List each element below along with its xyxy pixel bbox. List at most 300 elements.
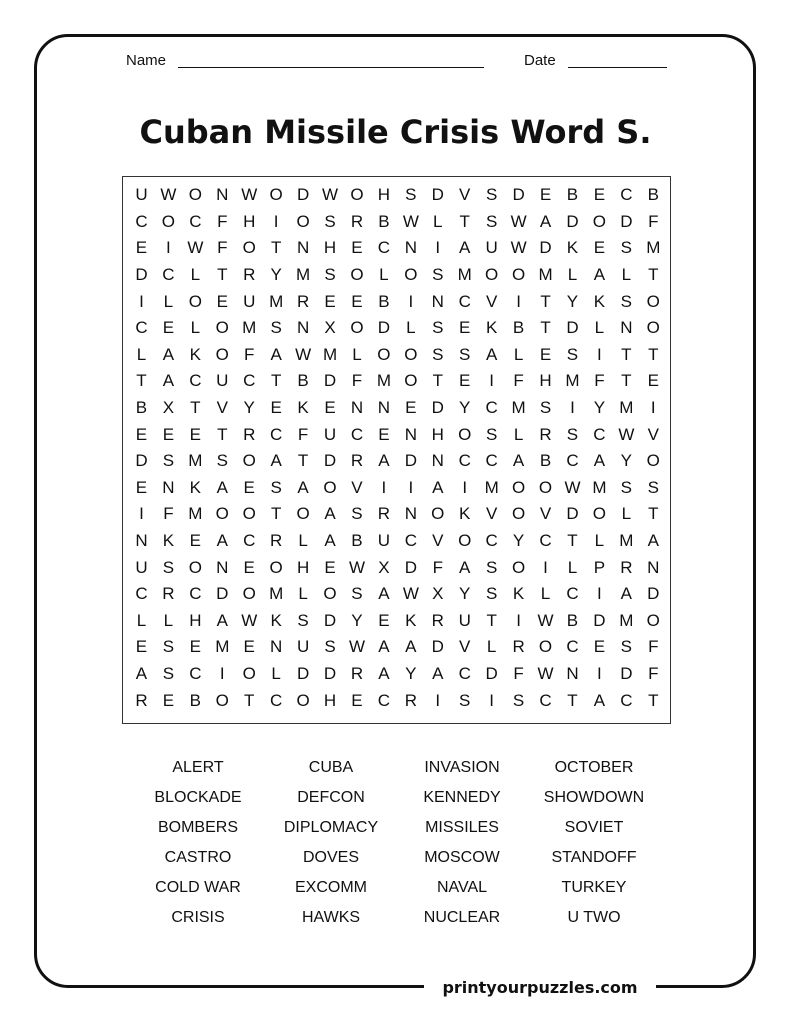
grid-letter[interactable]: O — [485, 265, 499, 285]
grid-letter[interactable]: H — [539, 371, 552, 391]
grid-letter[interactable]: E — [324, 557, 336, 577]
grid-letter[interactable]: W — [322, 185, 339, 205]
grid-letter[interactable]: S — [566, 424, 579, 444]
grid-letter[interactable]: M — [188, 451, 203, 471]
grid-letter[interactable]: I — [570, 398, 575, 418]
grid-letter[interactable]: B — [351, 531, 363, 551]
grid-letter[interactable]: W — [537, 610, 554, 630]
grid-letter[interactable]: C — [189, 584, 202, 604]
date-field[interactable] — [568, 67, 667, 68]
grid-letter[interactable]: M — [646, 238, 661, 258]
grid-letter[interactable]: V — [351, 477, 363, 497]
grid-letter[interactable]: E — [162, 318, 175, 338]
grid-letter[interactable]: C — [485, 451, 498, 471]
grid-letter[interactable]: S — [485, 557, 498, 577]
grid-letter[interactable]: O — [215, 504, 229, 524]
grid-letter[interactable]: F — [163, 504, 174, 524]
grid-letter[interactable]: L — [406, 318, 416, 338]
grid-letter[interactable]: D — [323, 663, 337, 683]
grid-letter[interactable]: S — [162, 557, 175, 577]
grid-letter[interactable]: N — [216, 185, 229, 205]
grid-letter[interactable]: B — [297, 371, 309, 391]
grid-letter[interactable]: C — [350, 424, 364, 444]
grid-letter[interactable]: M — [592, 477, 607, 497]
grid-letter[interactable]: V — [485, 291, 498, 311]
grid-letter[interactable]: O — [296, 690, 310, 710]
grid-letter[interactable]: O — [511, 504, 526, 524]
grid-letter[interactable]: A — [620, 584, 633, 604]
grid-letter[interactable]: M — [538, 265, 553, 285]
grid-letter[interactable]: O — [377, 344, 391, 364]
grid-letter[interactable]: N — [162, 477, 175, 497]
grid-letter[interactable]: F — [244, 344, 255, 364]
grid-letter[interactable]: D — [323, 610, 337, 630]
grid-letter[interactable]: B — [378, 211, 390, 231]
grid-letter[interactable]: V — [485, 504, 498, 524]
grid-letter[interactable]: A — [593, 690, 606, 710]
grid-letter[interactable]: M — [376, 371, 391, 391]
grid-letter[interactable]: C — [135, 211, 148, 231]
grid-letter[interactable]: S — [162, 663, 175, 683]
grid-letter[interactable]: E — [647, 371, 659, 391]
grid-letter[interactable]: A — [378, 663, 390, 683]
grid-letter[interactable]: A — [405, 637, 417, 657]
grid-letter[interactable]: I — [597, 344, 602, 364]
grid-letter[interactable]: B — [135, 398, 148, 418]
grid-letter[interactable]: R — [350, 451, 364, 471]
grid-letter[interactable]: C — [189, 371, 202, 391]
grid-letter[interactable]: E — [135, 238, 148, 258]
grid-letter[interactable]: W — [241, 185, 258, 205]
grid-letter[interactable]: T — [621, 344, 632, 364]
grid-letter[interactable]: E — [243, 637, 255, 657]
grid-letter[interactable]: D — [620, 663, 633, 683]
grid-letter[interactable]: A — [593, 265, 606, 285]
grid-letter[interactable]: O — [538, 637, 553, 657]
grid-letter[interactable]: U — [458, 610, 471, 630]
grid-letter[interactable]: R — [512, 637, 525, 657]
grid-letter[interactable]: D — [296, 663, 310, 683]
grid-letter[interactable]: B — [647, 185, 659, 205]
grid-letter[interactable]: B — [512, 318, 525, 338]
grid-letter[interactable]: A — [512, 451, 525, 471]
grid-letter[interactable]: A — [270, 344, 282, 364]
grid-letter[interactable]: S — [485, 584, 498, 604]
grid-letter[interactable]: I — [219, 663, 225, 683]
grid-letter[interactable]: M — [484, 477, 499, 497]
grid-letter[interactable]: M — [619, 398, 634, 418]
grid-letter[interactable]: W — [241, 610, 258, 630]
grid-letter[interactable]: N — [270, 637, 283, 657]
grid-letter[interactable]: W — [348, 557, 365, 577]
grid-letter[interactable]: L — [271, 663, 281, 683]
grid-letter[interactable]: L — [567, 265, 578, 285]
grid-letter[interactable]: D — [512, 185, 525, 205]
grid-letter[interactable]: R — [431, 610, 444, 630]
grid-letter[interactable]: L — [190, 318, 201, 338]
grid-letter[interactable]: T — [648, 344, 659, 364]
grid-letter[interactable]: H — [431, 424, 444, 444]
grid-letter[interactable]: V — [459, 637, 471, 657]
grid-letter[interactable]: F — [648, 637, 659, 657]
grid-letter[interactable]: O — [296, 504, 310, 524]
grid-letter[interactable]: D — [566, 318, 579, 338]
grid-letter[interactable]: R — [620, 557, 633, 577]
grid-letter[interactable]: I — [139, 291, 144, 311]
grid-letter[interactable]: S — [324, 265, 336, 285]
grid-letter[interactable]: O — [188, 291, 202, 311]
grid-letter[interactable]: N — [620, 318, 633, 338]
grid-letter[interactable]: A — [593, 451, 606, 471]
grid-letter[interactable]: S — [566, 344, 579, 364]
grid-letter[interactable]: W — [187, 238, 204, 258]
grid-letter[interactable]: D — [566, 504, 579, 524]
grid-letter[interactable]: K — [189, 344, 202, 364]
grid-letter[interactable]: F — [217, 238, 228, 258]
grid-letter[interactable]: E — [189, 531, 202, 551]
grid-letter[interactable]: P — [593, 557, 606, 577]
grid-letter[interactable]: A — [485, 344, 498, 364]
grid-letter[interactable]: C — [458, 451, 471, 471]
grid-letter[interactable]: O — [646, 610, 660, 630]
grid-letter[interactable]: A — [432, 663, 444, 683]
name-field[interactable] — [178, 67, 484, 68]
grid-letter[interactable]: T — [621, 371, 632, 391]
grid-letter[interactable]: E — [270, 398, 282, 418]
grid-letter[interactable]: I — [435, 238, 441, 258]
grid-letter[interactable]: W — [510, 211, 527, 231]
grid-letter[interactable]: L — [433, 211, 443, 231]
grid-letter[interactable]: R — [296, 291, 310, 311]
grid-letter[interactable]: C — [593, 424, 606, 444]
grid-letter[interactable]: I — [273, 211, 279, 231]
grid-letter[interactable]: I — [139, 504, 144, 524]
grid-letter[interactable]: S — [485, 211, 498, 231]
grid-letter[interactable]: O — [215, 318, 229, 338]
grid-letter[interactable]: E — [243, 477, 255, 497]
grid-letter[interactable]: D — [431, 185, 444, 205]
grid-letter[interactable]: N — [377, 398, 391, 418]
grid-letter[interactable]: C — [377, 238, 391, 258]
grid-letter[interactable]: A — [647, 531, 659, 551]
grid-letter[interactable]: I — [435, 690, 441, 710]
grid-letter[interactable]: C — [404, 531, 417, 551]
grid-letter[interactable]: Y — [459, 584, 471, 604]
grid-letter[interactable]: I — [381, 477, 387, 497]
grid-letter[interactable]: A — [459, 557, 471, 577]
grid-letter[interactable]: S — [620, 477, 633, 497]
grid-letter[interactable]: L — [621, 504, 632, 524]
grid-letter[interactable]: L — [298, 584, 308, 604]
grid-letter[interactable]: T — [648, 690, 659, 710]
grid-letter[interactable]: W — [537, 663, 554, 683]
grid-letter[interactable]: N — [296, 318, 310, 338]
grid-letter[interactable]: E — [135, 637, 148, 657]
grid-letter[interactable]: L — [163, 291, 174, 311]
grid-letter[interactable]: C — [485, 398, 498, 418]
grid-letter[interactable]: C — [162, 265, 175, 285]
grid-letter[interactable]: S — [620, 291, 633, 311]
grid-letter[interactable]: O — [242, 504, 256, 524]
grid-letter[interactable]: C — [539, 690, 552, 710]
grid-letter[interactable]: F — [513, 371, 524, 391]
grid-letter[interactable]: I — [166, 238, 171, 258]
grid-letter[interactable]: O — [323, 584, 337, 604]
grid-letter[interactable]: S — [620, 238, 633, 258]
grid-letter[interactable]: M — [322, 344, 338, 364]
grid-letter[interactable]: A — [216, 610, 228, 630]
grid-letter[interactable]: O — [269, 557, 283, 577]
grid-letter[interactable]: C — [135, 318, 148, 338]
grid-letter[interactable]: E — [243, 557, 255, 577]
grid-letter[interactable]: N — [296, 238, 310, 258]
grid-letter[interactable]: E — [459, 371, 471, 391]
grid-letter[interactable]: O — [646, 318, 660, 338]
grid-letter[interactable]: S — [512, 690, 525, 710]
grid-letter[interactable]: F — [432, 557, 443, 577]
grid-letter[interactable]: D — [135, 265, 148, 285]
grid-letter[interactable]: T — [648, 504, 659, 524]
grid-letter[interactable]: O — [242, 238, 256, 258]
grid-letter[interactable]: E — [162, 424, 175, 444]
grid-letter[interactable]: W — [510, 238, 527, 258]
grid-letter[interactable]: Y — [566, 291, 579, 311]
grid-letter[interactable]: Y — [620, 451, 633, 471]
grid-letter[interactable]: O — [242, 451, 256, 471]
grid-letter[interactable]: D — [431, 637, 444, 657]
grid-letter[interactable]: U — [323, 424, 337, 444]
grid-letter[interactable]: K — [593, 291, 606, 311]
grid-letter[interactable]: O — [431, 504, 445, 524]
grid-letter[interactable]: N — [404, 424, 417, 444]
grid-letter[interactable]: O — [242, 663, 256, 683]
grid-letter[interactable]: H — [243, 211, 256, 231]
grid-letter[interactable]: F — [513, 663, 524, 683]
grid-letter[interactable]: A — [297, 477, 309, 497]
grid-letter[interactable]: O — [511, 477, 526, 497]
grid-letter[interactable]: A — [432, 477, 444, 497]
grid-letter[interactable]: O — [350, 265, 364, 285]
grid-letter[interactable]: D — [431, 398, 444, 418]
grid-letter[interactable]: D — [377, 318, 391, 338]
grid-letter[interactable]: R — [350, 211, 364, 231]
grid-letter[interactable]: O — [215, 344, 229, 364]
grid-letter[interactable]: O — [242, 584, 256, 604]
grid-letter[interactable]: D — [485, 663, 498, 683]
grid-letter[interactable]: I — [489, 690, 495, 710]
grid-letter[interactable]: C — [243, 371, 256, 391]
grid-letter[interactable]: I — [516, 291, 521, 311]
grid-letter[interactable]: L — [379, 265, 389, 285]
grid-letter[interactable]: W — [564, 477, 581, 497]
grid-letter[interactable]: E — [189, 637, 202, 657]
grid-letter[interactable]: C — [458, 291, 471, 311]
grid-letter[interactable]: T — [217, 424, 228, 444]
grid-letter[interactable]: D — [323, 371, 337, 391]
grid-letter[interactable]: E — [593, 637, 606, 657]
grid-letter[interactable]: L — [540, 584, 551, 604]
grid-letter[interactable]: Y — [243, 398, 255, 418]
grid-letter[interactable]: A — [378, 451, 390, 471]
grid-letter[interactable]: T — [432, 371, 443, 391]
grid-letter[interactable]: D — [296, 185, 310, 205]
grid-letter[interactable]: O — [646, 451, 660, 471]
grid-letter[interactable]: L — [136, 344, 147, 364]
grid-letter[interactable]: O — [350, 318, 364, 338]
grid-letter[interactable]: N — [135, 531, 148, 551]
grid-letter[interactable]: N — [566, 663, 579, 683]
grid-letter[interactable]: I — [597, 663, 602, 683]
grid-letter[interactable]: T — [540, 291, 551, 311]
grid-letter[interactable]: E — [539, 344, 552, 364]
grid-letter[interactable]: I — [543, 557, 548, 577]
grid-letter[interactable]: T — [244, 690, 255, 710]
grid-letter[interactable]: W — [160, 185, 177, 205]
grid-letter[interactable]: M — [296, 265, 311, 285]
grid-letter[interactable]: H — [189, 610, 202, 630]
grid-letter[interactable]: W — [295, 344, 312, 364]
grid-letter[interactable]: V — [539, 504, 552, 524]
grid-letter[interactable]: T — [270, 504, 282, 524]
grid-letter[interactable]: S — [647, 477, 659, 497]
grid-letter[interactable]: A — [216, 531, 228, 551]
grid-letter[interactable]: D — [135, 451, 148, 471]
grid-letter[interactable]: K — [297, 398, 309, 418]
grid-letter[interactable]: T — [540, 318, 551, 338]
grid-letter[interactable]: M — [619, 610, 634, 630]
grid-letter[interactable]: Y — [459, 398, 471, 418]
grid-letter[interactable]: C — [566, 451, 579, 471]
grid-letter[interactable]: E — [162, 690, 175, 710]
grid-letter[interactable]: O — [511, 265, 526, 285]
grid-letter[interactable]: S — [162, 637, 175, 657]
grid-letter[interactable]: R — [243, 424, 256, 444]
grid-letter[interactable]: T — [136, 371, 147, 391]
grid-letter[interactable]: O — [458, 531, 472, 551]
grid-letter[interactable]: B — [566, 185, 579, 205]
grid-letter[interactable]: O — [404, 344, 418, 364]
grid-letter[interactable]: E — [324, 291, 336, 311]
grid-letter[interactable]: O — [458, 424, 472, 444]
grid-letter[interactable]: F — [594, 371, 605, 391]
grid-letter[interactable]: Y — [512, 531, 525, 551]
grid-letter[interactable]: S — [324, 637, 336, 657]
grid-letter[interactable]: S — [216, 451, 228, 471]
grid-letter[interactable]: S — [432, 344, 444, 364]
grid-letter[interactable]: A — [459, 238, 471, 258]
grid-letter[interactable]: T — [567, 690, 578, 710]
grid-letter[interactable]: O — [646, 291, 660, 311]
grid-letter[interactable]: F — [351, 371, 363, 391]
grid-letter[interactable]: L — [190, 265, 201, 285]
grid-letter[interactable]: E — [405, 398, 417, 418]
grid-letter[interactable]: E — [135, 477, 148, 497]
grid-letter[interactable]: S — [459, 344, 471, 364]
grid-letter[interactable]: O — [511, 557, 526, 577]
grid-letter[interactable]: Y — [405, 663, 417, 683]
grid-letter[interactable]: I — [516, 610, 521, 630]
grid-letter[interactable]: A — [539, 211, 552, 231]
grid-letter[interactable]: K — [459, 504, 471, 524]
grid-letter[interactable]: E — [593, 185, 606, 205]
grid-letter[interactable]: T — [459, 211, 470, 231]
grid-letter[interactable]: A — [324, 531, 336, 551]
grid-letter[interactable]: K — [512, 584, 525, 604]
grid-letter[interactable]: C — [458, 663, 471, 683]
grid-letter[interactable]: M — [215, 637, 230, 657]
grid-letter[interactable]: B — [539, 451, 552, 471]
grid-letter[interactable]: H — [323, 690, 337, 710]
grid-letter[interactable]: N — [216, 557, 229, 577]
grid-letter[interactable]: E — [378, 610, 390, 630]
grid-letter[interactable]: L — [513, 344, 524, 364]
grid-letter[interactable]: O — [404, 371, 418, 391]
grid-letter[interactable]: M — [269, 584, 284, 604]
grid-letter[interactable]: B — [378, 291, 390, 311]
grid-letter[interactable]: D — [566, 211, 579, 231]
grid-letter[interactable]: O — [350, 185, 364, 205]
grid-letter[interactable]: A — [324, 504, 336, 524]
grid-letter[interactable]: U — [135, 557, 148, 577]
grid-letter[interactable]: M — [457, 265, 472, 285]
grid-letter[interactable]: O — [538, 477, 553, 497]
grid-letter[interactable]: N — [647, 557, 660, 577]
grid-letter[interactable]: I — [408, 291, 414, 311]
grid-letter[interactable]: O — [215, 690, 229, 710]
grid-letter[interactable]: H — [377, 185, 391, 205]
grid-letter[interactable]: K — [566, 238, 579, 258]
grid-letter[interactable]: S — [270, 477, 282, 497]
grid-letter[interactable]: C — [566, 584, 579, 604]
grid-letter[interactable]: O — [592, 504, 607, 524]
grid-letter[interactable]: O — [161, 211, 176, 231]
grid-letter[interactable]: X — [324, 318, 336, 338]
grid-letter[interactable]: R — [243, 265, 256, 285]
grid-letter[interactable]: H — [296, 557, 310, 577]
grid-letter[interactable]: E — [324, 398, 336, 418]
grid-letter[interactable]: K — [485, 318, 498, 338]
grid-letter[interactable]: N — [431, 451, 444, 471]
grid-letter[interactable]: M — [619, 531, 634, 551]
grid-letter[interactable]: F — [217, 211, 228, 231]
grid-letter[interactable]: F — [648, 663, 659, 683]
grid-letter[interactable]: O — [188, 185, 202, 205]
grid-letter[interactable]: R — [350, 663, 364, 683]
grid-letter[interactable]: L — [594, 318, 605, 338]
grid-letter[interactable]: D — [593, 610, 606, 630]
grid-letter[interactable]: O — [296, 211, 310, 231]
grid-letter[interactable]: M — [269, 291, 284, 311]
grid-letter[interactable]: E — [539, 185, 552, 205]
grid-letter[interactable]: S — [620, 637, 633, 657]
grid-letter[interactable]: D — [620, 211, 633, 231]
grid-letter[interactable]: N — [404, 238, 417, 258]
grid-letter[interactable]: A — [135, 663, 148, 683]
grid-letter[interactable]: R — [162, 584, 175, 604]
grid-letter[interactable]: L — [136, 610, 147, 630]
grid-letter[interactable]: S — [297, 610, 309, 630]
grid-letter[interactable]: L — [513, 424, 524, 444]
grid-letter[interactable]: C — [620, 185, 633, 205]
grid-letter[interactable]: D — [216, 584, 229, 604]
grid-letter[interactable]: L — [352, 344, 362, 364]
grid-letter[interactable]: D — [539, 238, 552, 258]
grid-letter[interactable]: V — [432, 531, 444, 551]
grid-letter[interactable]: W — [618, 424, 635, 444]
grid-letter[interactable]: A — [378, 637, 390, 657]
grid-letter[interactable]: O — [404, 265, 418, 285]
grid-letter[interactable]: C — [243, 531, 256, 551]
